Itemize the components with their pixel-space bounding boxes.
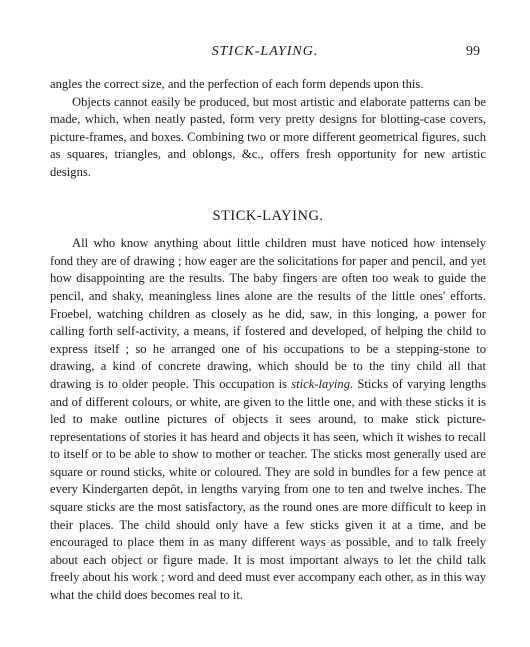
emphasis-stick-laying: stick-laying. [291, 376, 354, 391]
page-number: 99 [466, 44, 480, 59]
paragraph-text-start: All who know anything about little children must have noticed how intensely fond they are of drawing ; how eager are the solicitations for paper and pencil, and yet how disappointing are the results. The baby fingers are often too weak to guide the pencil, and shaky, meaningless lines alone are the results of the little ones' efforts. Froebel, watching children as closely as he did, saw, in this longing, a power for calling forth self-activity, a means, if fostered and developed, of helping the child to express itself ; so he arranged one of his occupations to be a stepping-stone to drawing, a kind of concrete drawing, which should be to the tiny child all that drawing is to older people. This occupation is [50, 236, 486, 391]
running-head [0, 44, 530, 64]
running-title: STICK-LAYING. [211, 44, 319, 59]
page-body [50, 76, 486, 605]
paragraph-continuation: angles the correct size, and the perfection of each form depends upon this. [50, 77, 424, 91]
paragraph-text-end: Sticks of varying lengths and of different colours, or white, are given to the little one, and with these sticks it is led to make outline pictures of objects it sees around, to make stick picture-representations of stories it has heard and objects it has seen, which it wishes to recall to itself or to be able to show to mother or teacher. The sticks most generally used are square or round sticks, white or coloured. They are sold in bundles for a few pence at every Kindergarten depôt, in lengths varying from one to ten and twelve inches. The square sticks are the most satisfactory, as the round ones are more difficult to keep in their places. The child should only have a few sticks given it at a time, and be encouraged to place them in as many different ways as possible, and to talk freely about each object or figure made. It is most important always to let the child talk freely about his work ; word and deed must ever accompany each other, as in this way what the child does becomes real to it. [50, 376, 486, 603]
paragraph-patterns: Objects cannot easily be produced, but most artistic and elaborate patterns can be made, which, when neatly pasted, form very pretty designs for blotting-case covers, picture-frames, and boxes. Combining two or more different geometrical figures, such as squares, triangles, and oblongs, &c., offers fresh opportunity for new artistic designs. [50, 94, 486, 179]
paragraph-stick-laying [50, 235, 486, 604]
section-heading: STICK-LAYING. [212, 207, 324, 224]
